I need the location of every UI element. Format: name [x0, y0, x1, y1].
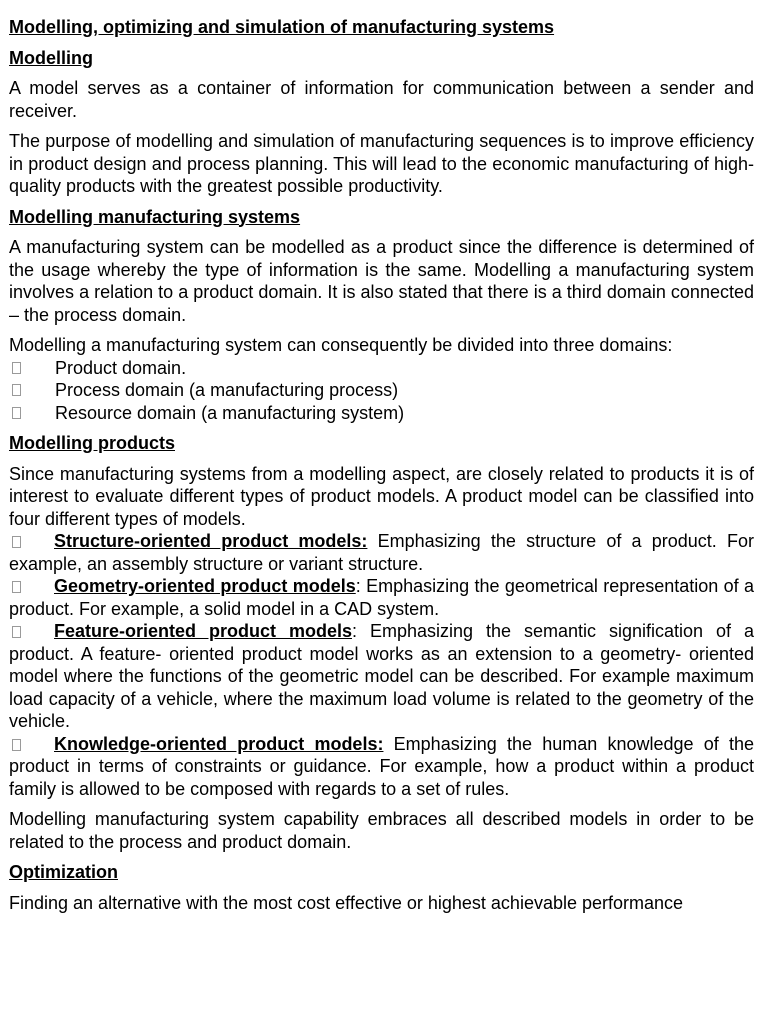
bullet-box-icon [12, 581, 21, 593]
list-item-product-model [9, 620, 754, 733]
list-item-product-model [9, 530, 754, 575]
paragraph-system-capability: Modelling manufacturing system capability embraces all described models in order to be related to the process and product domain. [9, 809, 754, 852]
model-term: Feature-oriented product models [54, 621, 352, 641]
list-item-product-model [9, 575, 754, 620]
heading-modelling: Modelling [9, 47, 93, 68]
paragraph-product-models-intro: Since manufacturing systems from a modelling aspect, are closely related to products it is of interest to evaluate different types of product models. A product model can be classified into four different types of models. [9, 463, 754, 529]
paragraph-model-definition: A model serves as a container of information for communication between a sender and receiver. [9, 78, 754, 121]
domain-label: Resource domain (a manufacturing system) [55, 402, 405, 423]
document-title: Modelling, optimizing and simulation of manufacturing systems [9, 17, 555, 37]
model-description: : Emphasizing the geometrical representation of a product. For example, a solid model in a CAD system. [9, 576, 754, 619]
model-description: Emphasizing the human knowledge of the product in terms of constraints or guidance. For example, how a product within a product family is allowed to be composed with regards to a set of rules. [9, 733, 754, 799]
list-item-product-model [9, 733, 754, 801]
heading-modelling-manufacturing-systems: Modelling manufacturing systems [9, 206, 301, 227]
heading-optimization: Optimization [9, 862, 118, 882]
heading-modelling-products: Modelling products [9, 433, 175, 453]
model-description: : Emphasizing the semantic signification of a product. A feature- oriented product model works as an extension to a geometry- oriented model where the functions of the geometric model can be described. For example maximum load capacity of a vehicle, where the maximum load volume is related to the geometry of the vehicle. [9, 621, 754, 731]
paragraph-modelling-purpose: The purpose of modelling and simulation of manufacturing sequences is to improve efficiency in product design and process planning. This will lead to the economic manufacturing of high- quality products with the greatest possible productivity. [9, 131, 754, 196]
model-term: Knowledge-oriented product models: [54, 733, 384, 754]
bullet-box-icon [12, 384, 21, 396]
list-item-domain [9, 357, 754, 380]
model-term: Structure-oriented product models: [54, 531, 368, 551]
domain-label: Process domain (a manufacturing process) [55, 380, 399, 400]
domain-label: Product domain. [55, 357, 187, 378]
paragraph-three-domains-intro: Modelling a manufacturing system can consequently be divided into three domains: [9, 335, 673, 355]
paragraph-optimization-definition: Finding an alternative with the most cost effective or highest achievable performance [9, 892, 684, 913]
bullet-box-icon [12, 739, 21, 751]
bullet-box-icon [12, 536, 21, 548]
model-description: Emphasizing the structure of a product. For example, an assembly structure or variant structure. [9, 531, 754, 574]
list-item-domain [9, 379, 754, 402]
paragraph-system-as-product: A manufacturing system can be modelled as a product since the difference is determined of the usage whereby the type of information is the same. Modelling a manufacturing system involves a relation to a product domain. It is also stated that there is a third domain connected – the process domain. [9, 237, 754, 325]
list-item-domain [9, 402, 754, 425]
model-term: Geometry-oriented product models [54, 576, 356, 596]
bullet-box-icon [12, 362, 21, 374]
bullet-box-icon [12, 626, 21, 638]
bullet-box-icon [12, 407, 21, 419]
document-page [9, 16, 754, 914]
